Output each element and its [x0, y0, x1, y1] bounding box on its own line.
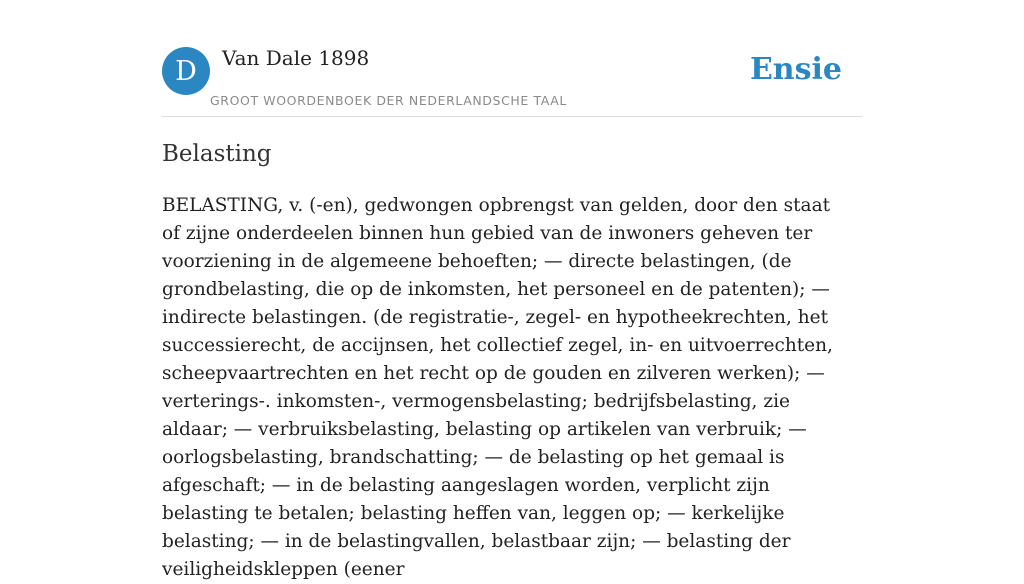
- brand-logo[interactable]: Ensie: [749, 52, 842, 87]
- entry-body: BELASTING, v. (-en), gedwongen opbrengst van gelden, door den staat of zijne onderdeelen binnen hun gebied van de inwoners geheven ter voorziening in de algemeene behoeften; — directe belastingen, (de grondbelasting, die op de inkomsten, het personeel en de patenten); — indirecte belastingen. (de registratie-, zegel- en hypotheekrechten, het successierecht, de accijnsen, het collectief zegel, in- en uitvoerrechten, scheepvaartrechten en het recht op de gouden en zilveren werken); — verterings-. inkomsten-, vermogensbelasting; bedrijfsbelasting, zie aldaar; — verbruiksbelasting, belasting op artikelen van verbruik; — oorlogsbelasting, brandschatting; — de belasting op het gemaal is afgeschaft; — in de belasting aangeslagen worden, verplicht zijn belasting te betalen; belasting heffen van, leggen op; — kerkelijke belasting; — in de belastingvallen, belastbaar zijn; — belasting der veiligheidskleppen (eener: [162, 195, 833, 580]
- book-title[interactable]: Van Dale 1898: [222, 46, 370, 70]
- site-header: [162, 46, 862, 117]
- entry-title: Belasting: [162, 141, 272, 167]
- logo-letter: D: [175, 55, 197, 87]
- book-subtitle: GROOT WOORDENBOEK DER NEDERLANDSCHE TAAL: [210, 93, 567, 108]
- dictionary-logo[interactable]: [162, 47, 210, 95]
